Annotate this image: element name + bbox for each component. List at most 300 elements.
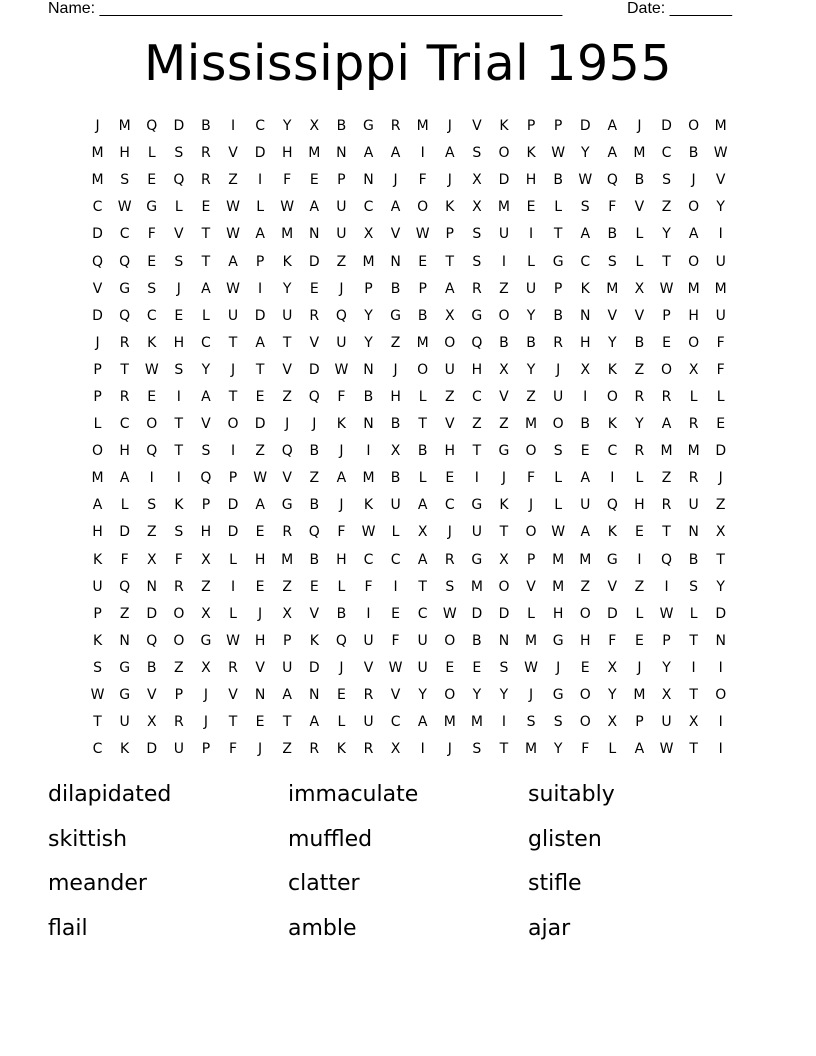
grid-letter: J: [95, 118, 100, 135]
grid-letter: T: [689, 687, 698, 704]
grid-letter: Q: [335, 307, 347, 324]
grid-letter: M: [497, 199, 510, 216]
grid-letter: C: [363, 199, 374, 216]
grid-letter: L: [635, 605, 644, 622]
grid-letter: S: [553, 714, 563, 731]
grid-letter: T: [418, 578, 427, 595]
grid-letter: E: [255, 388, 265, 405]
grid-letter: M: [91, 172, 104, 189]
grid-letter: G: [390, 307, 401, 324]
grid-letter: K: [526, 145, 536, 162]
word-bank-item: glisten: [528, 826, 602, 852]
grid-letter: S: [662, 172, 671, 189]
grid-letter: H: [471, 361, 483, 378]
grid-letter: D: [254, 416, 266, 433]
grid-letter: J: [339, 497, 344, 514]
grid-letter: F: [120, 551, 129, 568]
grid-letter: B: [688, 551, 699, 568]
grid-letter: J: [447, 741, 452, 758]
grid-letter: J: [501, 470, 507, 487]
grid-letter: I: [691, 659, 696, 676]
grid-letter: Z: [472, 416, 482, 433]
grid-letter: J: [258, 741, 263, 758]
grid-letter: J: [447, 524, 452, 541]
grid-letter: U: [119, 714, 130, 731]
grid-letter: K: [363, 497, 374, 514]
grid-letter: B: [146, 659, 157, 676]
grid-letter: S: [147, 497, 157, 514]
grid-letter: R: [119, 388, 130, 405]
grid-letter: O: [444, 687, 456, 704]
grid-letter: Z: [146, 524, 157, 541]
grid-letter: X: [499, 361, 509, 378]
grid-letter: V: [634, 307, 645, 324]
grid-letter: C: [201, 334, 211, 351]
grid-letter: C: [661, 145, 672, 162]
grid-letter: A: [255, 334, 265, 351]
grid-row: [84, 465, 735, 492]
grid-letter: R: [363, 741, 374, 758]
grid-letter: L: [337, 578, 346, 595]
grid-letter: O: [579, 714, 591, 731]
grid-letter: H: [254, 551, 266, 568]
grid-row: [84, 167, 735, 194]
grid-letter: J: [176, 280, 181, 297]
grid-letter: B: [390, 470, 401, 487]
grid-letter: S: [553, 443, 563, 460]
grid-letter: S: [607, 253, 617, 270]
grid-letter: U: [336, 334, 347, 351]
grid-letter: W: [226, 280, 240, 297]
grid-letter: T: [174, 416, 184, 433]
grid-letter: V: [228, 145, 238, 162]
grid-letter: G: [471, 551, 483, 568]
grid-letter: K: [92, 551, 103, 568]
grid-letter: P: [635, 714, 644, 731]
grid-row: [84, 736, 735, 763]
word-bank-item: amble: [288, 915, 357, 941]
grid-letter: Q: [606, 497, 618, 514]
word-bank-item: suitably: [528, 782, 615, 807]
grid-letter: M: [660, 443, 673, 460]
grid-letter: B: [472, 632, 482, 649]
grid-letter: S: [472, 741, 482, 758]
grid-letter: J: [203, 714, 208, 731]
grid-letter: A: [390, 145, 401, 162]
grid-letter: N: [688, 524, 699, 541]
grid-letter: R: [309, 307, 320, 324]
grid-letter: B: [363, 388, 374, 405]
grid-letter: N: [498, 632, 510, 649]
grid-letter: T: [499, 741, 509, 758]
grid-letter: L: [418, 470, 427, 487]
grid-letter: F: [527, 470, 536, 487]
grid-letter: B: [336, 605, 347, 622]
grid-letter: U: [580, 497, 591, 514]
grid-letter: B: [607, 226, 618, 243]
grid-letter: J: [230, 361, 236, 378]
grid-letter: P: [662, 632, 671, 649]
grid-letter: N: [390, 253, 401, 270]
grid-letter: V: [201, 416, 211, 433]
grid-letter: G: [552, 632, 564, 649]
grid-letter: B: [580, 416, 591, 433]
grid-letter: X: [201, 605, 211, 622]
grid-letter: O: [417, 361, 429, 378]
grid-letter: L: [93, 416, 102, 433]
grid-letter: X: [146, 551, 157, 568]
grid-letter: C: [580, 253, 591, 270]
word-bank-item: stifle: [528, 871, 582, 896]
grid-letter: G: [119, 687, 131, 704]
grid-letter: D: [715, 605, 727, 622]
grid-letter: L: [527, 605, 535, 622]
grid-letter: G: [606, 551, 618, 568]
grid-letter: E: [472, 659, 482, 676]
grid-letter: Q: [92, 253, 104, 270]
grid-letter: N: [363, 172, 374, 189]
grid-letter: U: [336, 226, 347, 243]
grid-letter: U: [282, 659, 293, 676]
grid-letter: J: [203, 687, 208, 704]
grid-letter: E: [147, 388, 157, 405]
grid-letter: J: [447, 118, 452, 135]
grid-letter: T: [255, 361, 265, 378]
grid-letter: V: [363, 659, 374, 676]
grid-letter: B: [499, 334, 509, 351]
grid-letter: N: [254, 687, 266, 704]
grid-letter: M: [416, 334, 429, 351]
grid-letter: R: [201, 172, 211, 189]
grid-letter: M: [470, 578, 483, 595]
grid-letter: L: [418, 388, 427, 405]
grid-letter: J: [556, 361, 561, 378]
grid-letter: Q: [335, 632, 347, 649]
grid-letter: I: [176, 388, 181, 405]
grid-letter: P: [93, 361, 102, 378]
grid-letter: D: [308, 253, 320, 270]
grid-letter: E: [580, 659, 590, 676]
grid-letter: M: [525, 741, 538, 758]
grid-letter: P: [418, 280, 427, 297]
grid-letter: C: [92, 199, 103, 216]
grid-letter: X: [688, 714, 699, 731]
grid-letter: T: [662, 524, 671, 541]
grid-letter: S: [472, 145, 482, 162]
grid-letter: E: [255, 714, 265, 731]
grid-letter: M: [470, 714, 483, 731]
grid-letter: I: [149, 470, 154, 487]
grid-letter: T: [282, 334, 292, 351]
grid-letter: W: [117, 199, 132, 216]
grid-letter: J: [393, 172, 398, 189]
grid-letter: A: [444, 280, 455, 297]
grid-letter: W: [226, 199, 240, 216]
grid-letter: U: [363, 714, 374, 731]
grid-letter: E: [255, 524, 265, 541]
grid-letter: T: [201, 253, 211, 270]
grid-letter: Y: [608, 687, 617, 704]
grid-letter: F: [391, 632, 400, 649]
grid-letter: P: [337, 172, 346, 189]
grid-letter: B: [553, 172, 563, 189]
grid-letter: Z: [282, 741, 292, 758]
grid-letter: H: [119, 443, 130, 460]
grid-letter: Z: [174, 659, 184, 676]
grid-letter: X: [282, 605, 292, 622]
grid-letter: O: [525, 443, 537, 460]
grid-letter: E: [255, 578, 265, 595]
grid-letter: W: [334, 361, 349, 378]
grid-letter: A: [228, 253, 238, 270]
grid-letter: Y: [499, 687, 509, 704]
grid-letter: E: [147, 253, 157, 270]
grid-letter: T: [228, 334, 238, 351]
grid-letter: D: [146, 605, 158, 622]
grid-letter: O: [525, 524, 537, 541]
grid-letter: M: [308, 145, 321, 162]
grid-letter: G: [119, 280, 131, 297]
grid-letter: T: [689, 632, 698, 649]
grid-letter: A: [201, 388, 211, 405]
grid-letter: R: [390, 118, 401, 135]
grid-letter: V: [607, 307, 618, 324]
grid-letter: E: [418, 253, 428, 270]
grid-letter: M: [525, 416, 538, 433]
word-bank-item: muffled: [288, 826, 373, 852]
grid-letter: Z: [444, 388, 455, 405]
grid-letter: J: [339, 443, 344, 460]
grid-letter: F: [716, 361, 725, 378]
grid-letter: H: [579, 632, 591, 649]
grid-letter: K: [580, 280, 590, 297]
grid-letter: E: [526, 199, 536, 216]
word-bank-item: flail: [48, 915, 88, 941]
grid-letter: M: [552, 578, 565, 595]
grid-letter: L: [202, 307, 210, 324]
grid-letter: O: [579, 605, 591, 622]
grid-letter: U: [471, 524, 482, 541]
grid-letter: P: [553, 118, 563, 135]
grid-letter: K: [174, 497, 184, 514]
grid-letter: M: [714, 118, 727, 135]
grid-letter: K: [607, 416, 617, 433]
grid-letter: X: [580, 361, 591, 378]
grid-letter: Y: [580, 145, 590, 162]
grid-letter: B: [634, 172, 645, 189]
grid-letter: S: [93, 659, 102, 676]
grid-letter: T: [174, 443, 184, 460]
grid-row: [84, 438, 735, 465]
grid-letter: I: [583, 388, 588, 405]
grid-letter: H: [688, 307, 699, 324]
grid-letter: F: [174, 551, 183, 568]
grid-letter: H: [336, 551, 347, 568]
grid-letter: V: [309, 334, 320, 351]
grid-letter: A: [417, 497, 428, 514]
grid-letter: S: [147, 280, 157, 297]
grid-letter: U: [498, 226, 510, 243]
grid-letter: W: [361, 524, 376, 541]
grid-letter: Y: [635, 416, 644, 433]
grid-letter: O: [444, 632, 456, 649]
grid-letter: K: [499, 118, 509, 135]
grid-row: [84, 655, 735, 682]
grid-letter: R: [228, 659, 238, 676]
grid-letter: O: [173, 632, 185, 649]
grid-letter: T: [93, 714, 102, 731]
grid-letter: I: [718, 659, 723, 676]
grid-letter: W: [226, 632, 240, 649]
grid-letter: A: [661, 416, 672, 433]
grid-letter: A: [201, 280, 211, 297]
grid-letter: G: [498, 443, 510, 460]
grid-letter: H: [200, 524, 212, 541]
grid-letter: P: [93, 388, 102, 405]
grid-letter: Q: [146, 443, 158, 460]
grid-letter: L: [229, 605, 237, 622]
grid-letter: L: [554, 470, 563, 487]
grid-letter: E: [309, 578, 319, 595]
grid-letter: J: [691, 172, 696, 189]
grid-letter: B: [336, 118, 347, 135]
grid-letter: V: [715, 172, 726, 189]
grid-letter: C: [119, 226, 130, 243]
grid-letter: Z: [715, 497, 726, 514]
grid-letter: I: [501, 714, 507, 731]
grid-letter: D: [498, 605, 510, 622]
grid-letter: Z: [201, 578, 211, 595]
grid-letter: X: [417, 524, 428, 541]
grid-row: [84, 276, 735, 303]
grid-letter: I: [637, 551, 642, 568]
grid-letter: R: [661, 497, 672, 514]
grid-letter: O: [579, 687, 591, 704]
grid-letter: R: [661, 388, 672, 405]
grid-letter: K: [120, 741, 130, 758]
grid-letter: L: [120, 497, 129, 514]
grid-letter: C: [471, 388, 482, 405]
grid-letter: S: [174, 145, 184, 162]
grid-letter: Y: [364, 307, 373, 324]
grid-letter: I: [366, 443, 371, 460]
grid-letter: E: [445, 659, 455, 676]
grid-letter: N: [146, 578, 157, 595]
grid-letter: M: [687, 280, 700, 297]
grid-letter: G: [281, 497, 293, 514]
grid-letter: U: [715, 253, 726, 270]
grid-letter: H: [254, 632, 266, 649]
grid-letter: R: [173, 714, 184, 731]
grid-letter: Y: [662, 659, 671, 676]
grid-letter: V: [309, 605, 320, 622]
grid-letter: U: [715, 307, 726, 324]
grid-letter: H: [579, 334, 591, 351]
grid-letter: L: [391, 524, 400, 541]
grid-letter: O: [688, 199, 700, 216]
name-field-label: Name: ____________________________________________________: [48, 0, 563, 17]
grid-letter: A: [444, 145, 455, 162]
grid-letter: Z: [661, 470, 672, 487]
grid-letter: Z: [526, 388, 536, 405]
grid-letter: R: [282, 524, 293, 541]
grid-letter: A: [688, 226, 699, 243]
grid-letter: T: [228, 714, 238, 731]
grid-letter: D: [227, 524, 239, 541]
grid-letter: I: [474, 470, 479, 487]
grid-letter: Q: [606, 172, 618, 189]
grid-letter: V: [390, 226, 401, 243]
grid-letter: M: [362, 470, 375, 487]
grid-letter: Z: [499, 280, 509, 297]
grid-letter: A: [282, 687, 292, 704]
grid-letter: U: [417, 659, 428, 676]
grid-letter: L: [635, 470, 644, 487]
grid-letter: C: [146, 307, 157, 324]
grid-letter: J: [447, 172, 452, 189]
grid-letter: R: [119, 334, 130, 351]
grid-letter: J: [285, 416, 290, 433]
grid-row: [84, 113, 735, 140]
grid-letter: S: [499, 659, 509, 676]
grid-letter: R: [688, 470, 699, 487]
grid-letter: O: [498, 578, 510, 595]
grid-letter: I: [718, 741, 723, 758]
grid-letter: D: [579, 118, 591, 135]
grid-letter: T: [689, 741, 698, 758]
grid-letter: U: [92, 578, 103, 595]
grid-letter: C: [363, 551, 374, 568]
grid-letter: Y: [364, 334, 373, 351]
grid-letter: U: [363, 632, 374, 649]
grid-letter: P: [553, 280, 563, 297]
grid-letter: Q: [308, 388, 320, 405]
grid-letter: N: [309, 226, 320, 243]
grid-letter: W: [713, 145, 728, 162]
grid-letter: S: [174, 361, 184, 378]
word-search-grid: [84, 113, 735, 763]
grid-letter: T: [201, 226, 211, 243]
page-title: Mississippi Trial 1955: [143, 35, 673, 92]
grid-letter: X: [688, 361, 699, 378]
grid-letter: A: [336, 470, 347, 487]
grid-letter: M: [281, 226, 294, 243]
grid-letter: Z: [634, 361, 645, 378]
grid-letter: E: [336, 687, 346, 704]
grid-letter: G: [552, 253, 564, 270]
grid-letter: S: [580, 199, 590, 216]
grid-letter: S: [689, 578, 699, 595]
grid-letter: M: [687, 443, 700, 460]
grid-letter: O: [715, 687, 727, 704]
grid-letter: P: [526, 118, 536, 135]
grid-row: [84, 574, 735, 601]
grid-letter: V: [282, 470, 292, 487]
grid-letter: G: [146, 199, 158, 216]
grid-letter: C: [92, 741, 103, 758]
grid-letter: M: [525, 632, 538, 649]
grid-letter: D: [227, 497, 239, 514]
grid-letter: G: [471, 497, 483, 514]
grid-letter: O: [498, 145, 510, 162]
grid-letter: Z: [499, 416, 509, 433]
grid-letter: Y: [662, 226, 671, 243]
grid-letter: B: [309, 497, 320, 514]
grid-letter: X: [201, 551, 211, 568]
grid-letter: L: [147, 145, 156, 162]
grid-row: [84, 682, 735, 709]
grid-letter: T: [282, 714, 292, 731]
